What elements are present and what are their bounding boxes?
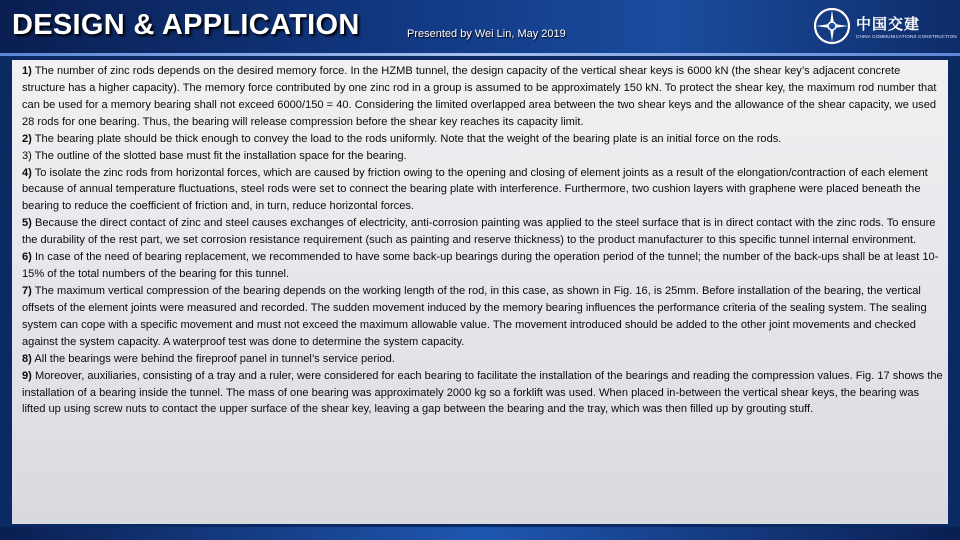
title-bar bbox=[0, 0, 960, 56]
paragraph-5 bbox=[22, 215, 944, 249]
logo-english-text: CHINA COMMUNICATIONS CONSTRUCTION bbox=[856, 34, 957, 39]
paragraph-text: 3) The outline of the slotted base must fit the installation space for the bearing. bbox=[22, 149, 407, 162]
body-text bbox=[22, 63, 944, 418]
paragraph-3 bbox=[22, 148, 944, 165]
slide-title: DESIGN & APPLICATION bbox=[12, 9, 360, 41]
paragraph-number: 1) bbox=[22, 65, 32, 77]
paragraph-text: The bearing plate should be thick enough to convey the load to the rods uniformly. Note that the weight of the bearing plate is an initial force on the rods. bbox=[31, 132, 782, 145]
paragraph-number: 6) bbox=[22, 251, 32, 264]
paragraph-text: Because the direct contact of zinc and steel causes exchanges of electricity, anti-corrosion painting was applied to the steel surface that is in direct contact with the zinc rods. To ensure the durability of the rest part, we set corrosion resistance requirement (such as painting and reserve thickness) to the product manufacturer to this specific tunnel internal environment. bbox=[22, 217, 936, 247]
content-panel bbox=[12, 60, 948, 524]
footer-bar bbox=[0, 527, 960, 540]
company-logo bbox=[812, 6, 957, 46]
paragraph-number: 2) bbox=[22, 132, 32, 145]
paragraph-text: Moreover, auxiliaries, consisting of a tray and a ruler, were considered for each bearing to facilitate the installation of the bearings and reading the compression values. Fig. 17 shows the installation of a bearing inside the tunnel. The mass of one bearing was approximately 2000 kg so a forklift was used. When placed in-between the vertical shear keys, the bearing was lifted up using screw nuts to contact the upper surface of the shear key, leaving a gap between the bearing and the tray, which was then filled up by grouting stuff. bbox=[22, 369, 943, 416]
paragraph-number: 4) bbox=[22, 166, 32, 179]
paragraph-7 bbox=[22, 283, 944, 351]
paragraph-6 bbox=[22, 249, 944, 283]
paragraph-9 bbox=[22, 368, 944, 419]
paragraph-text: The maximum vertical compression of the bearing depends on the working length of the rod, in this case, as shown in Fig. 16, is 25mm. Before installation of the bearing, the vertical offsets of the element joints were measured and recorded. The sudden movement induced by the memory bearing influences the performance criteria of the sealing system. The sealing system can cope with a specific movement and must not exceed the maximum allowable value. The movement introduced should be added to the other joint movements and checked against the system capacity. A waterproof test was done to determine the system capacity. bbox=[22, 284, 927, 348]
paragraph-text: The number of zinc rods depends on the desired memory force. In the HZMB tunnel, the design capacity of the vertical shear keys is 6000 kN (the shear key’s adjacent concrete structure has a higher capacity). The memory force contributed by one zinc rod in a group is assumed to be approximately 150 kN. To protect the shear key, the maximum rod number that can be used for a memory bearing shall not exceed 6000/150 = 40. Considering the limited overlapped area between the two shear keys and the allowance of the shear capacity, we used 28 rods for one bearing. Thus, the bearing will release compression before the shear key reaches its capacity limit. bbox=[22, 65, 937, 128]
paragraph-2 bbox=[22, 131, 944, 148]
logo-chinese-text: 中国交建 bbox=[856, 16, 921, 33]
paragraph-text: In case of the need of bearing replacement, we recommended to have some back-up bearings during the operation period of the tunnel; the number of the back-ups shall be at least 10-15% of the total numbers of the bearing for this tunnel. bbox=[22, 251, 939, 281]
paragraph-number: 7) bbox=[22, 284, 32, 297]
paragraph-text: To isolate the zinc rods from horizontal forces, which are caused by friction owing to the opening and closing of element joints as a result of the elongation/contraction of each element because of annual temperature fluctuations, steel rods were set to connect the bearing plate with interference. Furthermore, two cushion layers with graphene were placed beneath the bearing to reduce the coefficient of friction and, in turn, reduce horizontal forces. bbox=[22, 166, 928, 213]
paragraph-number: 9) bbox=[22, 369, 32, 382]
paragraph-4 bbox=[22, 165, 944, 216]
paragraph-number: 8) bbox=[22, 352, 32, 365]
paragraph-number: 5) bbox=[22, 217, 32, 230]
paragraph-text: All the bearings were behind the fireproof panel in tunnel’s service period. bbox=[31, 352, 395, 365]
presenter-subtitle: Presented by Wei Lin, May 2019 bbox=[407, 28, 566, 40]
ccc-emblem-icon bbox=[812, 6, 852, 46]
paragraph-8 bbox=[22, 351, 944, 368]
paragraph-1 bbox=[22, 63, 944, 131]
